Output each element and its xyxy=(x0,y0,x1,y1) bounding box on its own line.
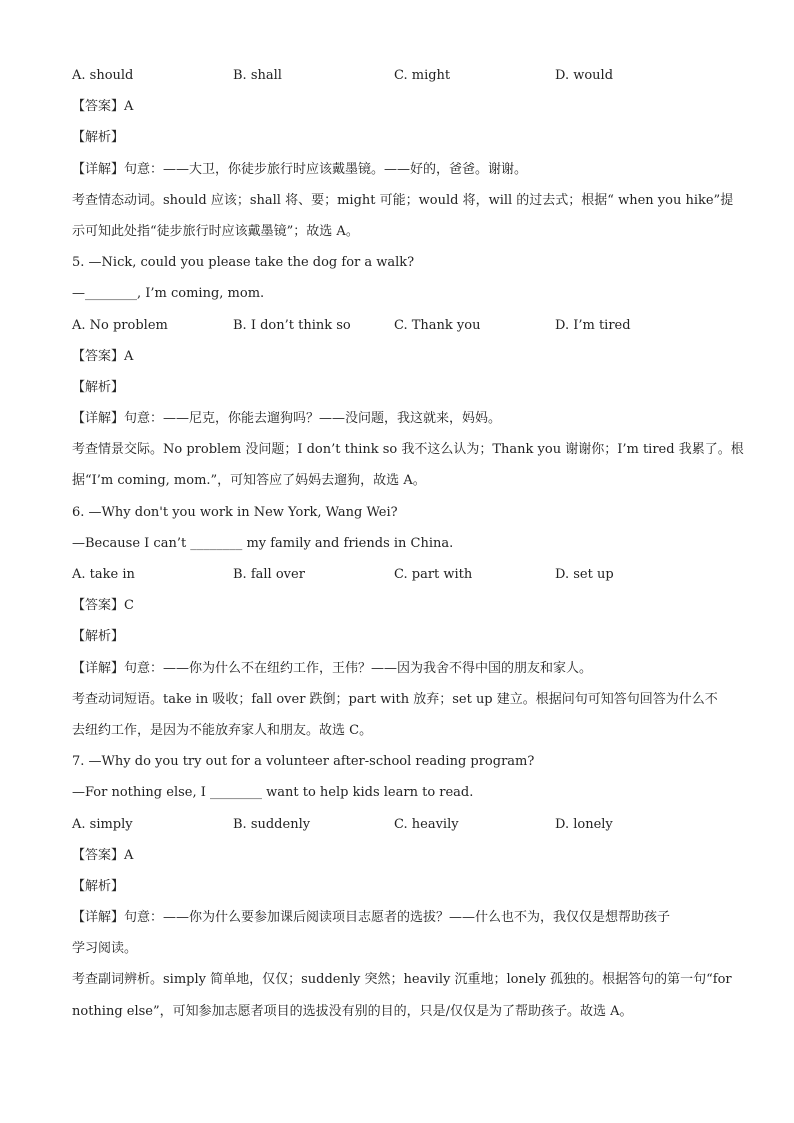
q4-option-d: D. would xyxy=(555,68,614,83)
q6-analysis-label xyxy=(72,625,728,656)
q5-reply: —________, I’m coming, mom. xyxy=(72,286,265,302)
q5-detail xyxy=(72,407,728,438)
q6-option-c: C. part with xyxy=(394,567,473,582)
q5-analysis-label xyxy=(72,376,728,407)
answer-label: 【答案】 xyxy=(72,598,125,614)
q4-explain-line-1: 考查情态动词。should 应该；shall 将、要；might 可能；would 将，will 的过去式；根据“ when you hike”提 xyxy=(72,192,734,208)
q4-option-c: C. might xyxy=(394,68,451,83)
q5-question: 5. —Nick, could you please take the dog for a walk? xyxy=(72,255,415,271)
q4-option-b: B. shall xyxy=(233,68,282,83)
q6-answer xyxy=(72,594,728,625)
q5-option-b: B. I don’t think so xyxy=(233,317,351,333)
q7-detail-line-2: 学习阅读。 xyxy=(72,941,138,957)
q4-analysis-label xyxy=(72,126,728,157)
q7-detail xyxy=(72,906,728,937)
detail-text: 句意：——你为什么要参加课后阅读项目志愿者的选拔？——什么也不为，我仅仅是想帮助孩子 xyxy=(124,910,671,926)
answer-value: A xyxy=(124,847,134,863)
q6-options xyxy=(72,563,728,594)
q6-question: 6. —Why don't you work in New York, Wang Wei? xyxy=(72,504,398,520)
q6-option-a: A. take in xyxy=(72,567,135,582)
answer-value: C xyxy=(124,598,134,614)
q4-option-a: A. should xyxy=(72,68,134,83)
q5-explain-line-1: 考查情景交际。No problem 没问题；I don’t think so 我不这么认为；Thank you 谢谢你；I’m tired 我累了。根 xyxy=(72,442,744,458)
q7-explain-line-2: nothing else”，可知参加志愿者项目的选拔没有别的目的，只是/仅仅是为了帮助孩子。故选 A。 xyxy=(72,1003,633,1019)
analysis-label: 【解析】 xyxy=(72,379,125,395)
q6-reply: —Because I can’t ________ my family and friends in China. xyxy=(72,535,454,551)
q7-options xyxy=(72,813,728,844)
q6-option-b: B. fall over xyxy=(233,567,305,582)
q7-option-a: A. simply xyxy=(72,816,133,832)
detail-label: 【详解】 xyxy=(72,161,125,177)
analysis-label: 【解析】 xyxy=(72,130,125,146)
q7-option-d: D. lonely xyxy=(555,816,613,832)
q7-answer xyxy=(72,844,728,875)
answer-label: 【答案】 xyxy=(72,847,125,863)
detail-text: 句意：——尼克，你能去遛狗吗？——没问题，我这就来，妈妈。 xyxy=(124,411,502,427)
answer-label: 【答案】 xyxy=(72,99,125,115)
q7-analysis-label xyxy=(72,875,728,906)
q7-option-c: C. heavily xyxy=(394,816,459,832)
q4-detail xyxy=(72,158,728,189)
answer-label: 【答案】 xyxy=(72,348,125,364)
q5-option-a: A. No problem xyxy=(72,317,168,333)
q7-question: 7. —Why do you try out for a volunteer after-school reading program? xyxy=(72,754,535,770)
q6-explain-line-1: 考查动词短语。take in 吸收；fall over 跌倒；part with 放弃；set up 建立。根据问句可知答句回答为什么不 xyxy=(72,691,718,707)
q4-options xyxy=(72,64,728,95)
q7-reply: —For nothing else, I ________ want to help kids learn to read. xyxy=(72,785,474,801)
q6-option-d: D. set up xyxy=(555,567,614,582)
detail-label: 【详解】 xyxy=(72,660,125,676)
detail-label: 【详解】 xyxy=(72,411,125,427)
detail-text: 句意：——大卫，你徒步旅行时应该戴墨镜。——好的，爸爸。谢谢。 xyxy=(124,161,528,177)
q7-option-b: B. suddenly xyxy=(233,816,311,832)
q5-explain-line-2: 据“I’m coming, mom.”，可知答应了妈妈去遛狗，故选 A。 xyxy=(72,473,426,489)
q6-detail xyxy=(72,657,728,688)
document-page xyxy=(72,64,744,1031)
q5-answer xyxy=(72,345,728,376)
detail-text: 句意：——你为什么不在纽约工作，王伟？——因为我舍不得中国的朋友和家人。 xyxy=(124,660,593,676)
answer-value: A xyxy=(124,348,134,364)
answer-value: A xyxy=(124,99,134,115)
q5-option-d: D. I’m tired xyxy=(555,317,631,333)
q4-answer xyxy=(72,95,728,126)
analysis-label: 【解析】 xyxy=(72,629,125,645)
q5-options xyxy=(72,314,728,345)
q7-explain-line-1: 考查副词辨析。simply 简单地，仅仅；suddenly 突然；heavily 沉重地；lonely 孤独的。根据答句的第一句“for xyxy=(72,972,732,988)
analysis-label: 【解析】 xyxy=(72,878,125,894)
q4-explain-line-2: 示可知此处指“徒步旅行时应该戴墨镜”；故选 A。 xyxy=(72,223,359,239)
detail-label: 【详解】 xyxy=(72,910,125,926)
q5-option-c: C. Thank you xyxy=(394,317,481,333)
q6-explain-line-2: 去纽约工作，是因为不能放弃家人和朋友。故选 C。 xyxy=(72,722,373,738)
